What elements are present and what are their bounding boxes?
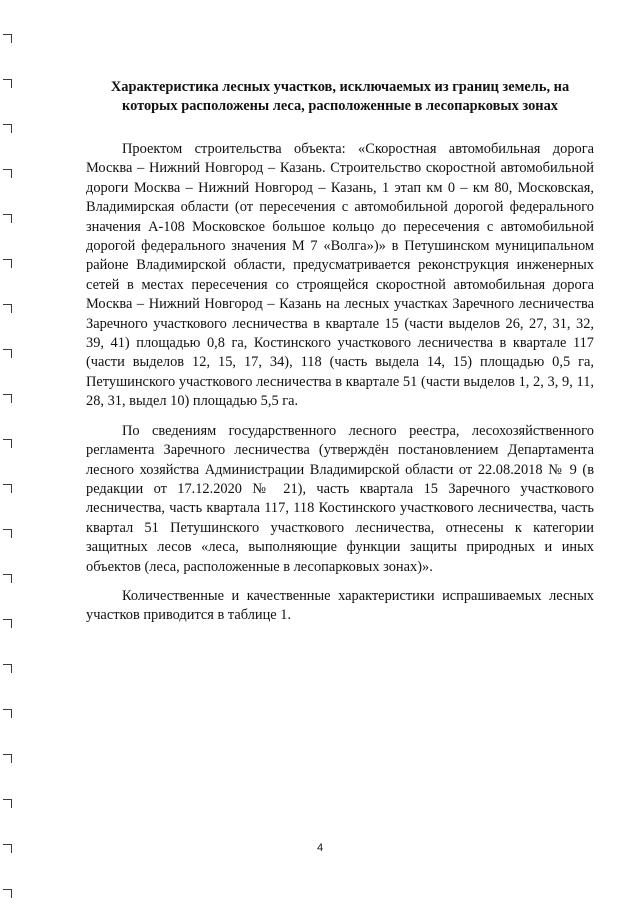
binding-tick (3, 529, 12, 530)
binding-tick (3, 664, 12, 665)
binding-tick (3, 259, 12, 260)
binding-tick (3, 439, 12, 440)
binding-tick (3, 619, 12, 620)
binding-tick (3, 574, 12, 575)
document-title: Характеристика лесных участков, исключаемых из границ земель, на которых расположены леса, расположенные в лесопарковых зонах (110, 79, 570, 114)
binding-tick (3, 169, 12, 170)
paragraph-project: Проектом строительства объекта: «Скоростная автомобильная дорога Москва – Нижний Новгород – Казань. Строительство скоростной автомобильной дороги Москва – Нижний Новгород – Казань, 1 этап км 0 – км 80, Московская, Владимирская области (от пересечения с автомобильной дорогой федерального значения А-108 Московское большое кольцо до пересечения с автомобильной дорогой федерального значения М 7 «Волга»)» в Петушинском муниципальном районе Владимирской области, предусматривается реконструкция инженерных сетей в местах пересечения со строящейся скоростной автомобильная дорога Москва – Нижний Новгород – Казань на лесных участках Заречного лесничества Заречного участкового лесничества в квартале 15 (части выделов 26, 27, 31, 32, 39, 41) площадью 0,8 га, Костинского участкового лесничества в квартале 117 (части выделов 12, 15, 17, 34), 118 (часть выдела 14, 15) площадью 0,5 га, Петушинского участкового лесничества в квартале 51 (части выделов 1, 2, 3, 9, 11, 28, 31, выдел 10) площадью 5,5 га. (86, 141, 594, 410)
binding-tick (3, 709, 12, 710)
binding-tick (3, 799, 12, 800)
binding-tick (3, 394, 12, 395)
binding-tick (3, 754, 12, 755)
page-number: 4 (316, 842, 324, 854)
binding-tick (3, 889, 12, 890)
binding-tick (3, 214, 12, 215)
binding-tick (3, 349, 12, 350)
binding-tick (3, 79, 12, 80)
binding-tick (3, 34, 12, 35)
binding-tick (3, 304, 12, 305)
document-body (86, 78, 594, 636)
paragraph-registry: По сведениям государственного лесного реестра, лесохозяйственного регламента Заречного лесничества (утверждён постановлением Департамента лесного хозяйства Администрации Владимирской области от 22.08.2018 № 9 (в редакции от 17.12.2020 № 21), часть квартала 15 Заречного участкового лесничества, часть квартала 117, 118 Костинского участкового лесничества, часть квартал 51 Петушинского участкового лесничества, отнесены к категории защитных лесов «леса, выполняющие функции защиты природных и иных объектов (леса, расположенные в лесопарковых зонах)». (86, 422, 594, 575)
binding-tick (3, 124, 12, 125)
paragraph-table-reference: Количественные и качественные характеристики испрашиваемых лесных участков приводится в таблице 1. (86, 587, 594, 624)
binding-tick (3, 484, 12, 485)
binding-margin-marks (0, 0, 14, 905)
